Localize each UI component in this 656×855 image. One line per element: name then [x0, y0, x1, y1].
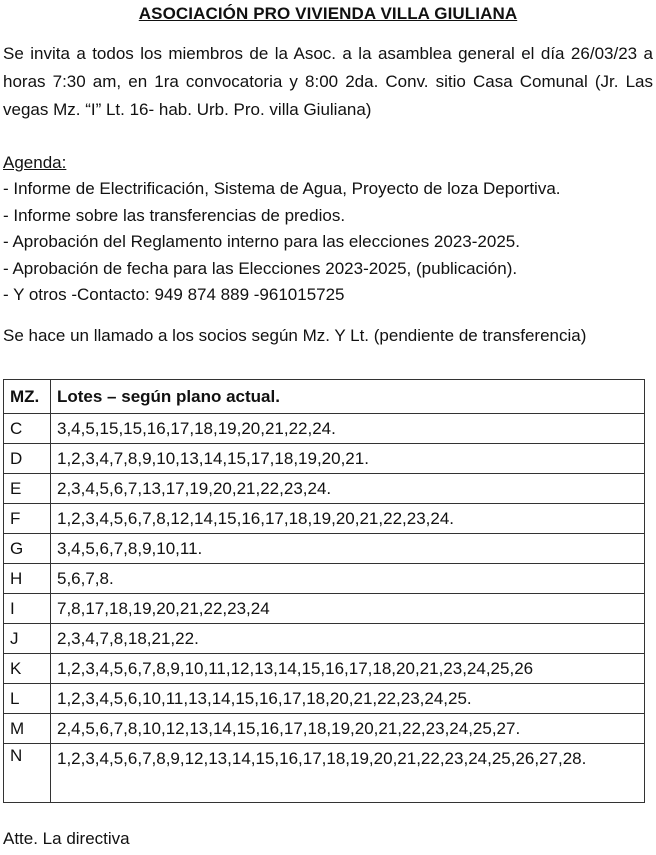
table-row [4, 564, 645, 594]
lots-cell: 2,3,4,7,8,18,21,22. [51, 624, 645, 654]
lots-table [3, 379, 645, 803]
mz-cell: K [4, 654, 51, 684]
lots-cell: 1,2,3,4,5,6,7,8,9,10,11,12,13,14,15,16,17,18,20,21,23,24,25,26 [51, 654, 645, 684]
table-row [4, 414, 645, 444]
invitation-paragraph: Se invita a todos los miembros de la Asoc. a la asamblea general el día 26/03/23 a horas 7:30 am, en 1ra convocatoria y 8:00 2da. Conv. sitio Casa Comunal (Jr. Las vegas Mz. “I” Lt. 16- hab. Urb. Pro. villa Giuliana) [3, 44, 653, 119]
lots-cell: 1,2,3,4,7,8,9,10,13,14,15,17,18,19,20,21. [51, 444, 645, 474]
agenda-heading: Agenda: [3, 153, 67, 172]
lots-cell: 3,4,5,15,15,16,17,18,19,20,21,22,24. [51, 414, 645, 444]
mz-cell: M [4, 714, 51, 744]
agenda-item: - Y otros -Contacto: 949 874 889 -961015725 [3, 285, 345, 305]
agenda-item: - Aprobación de fecha para las Elecciones 2023-2025, (publicación). [3, 258, 518, 278]
table-row [4, 474, 645, 504]
table-row [4, 744, 645, 803]
column-header-lotes: Lotes – según plano actual. [51, 380, 645, 414]
mz-cell: C [4, 414, 51, 444]
mz-cell: G [4, 534, 51, 564]
table-row [4, 444, 645, 474]
mz-cell: E [4, 474, 51, 504]
mz-cell: F [4, 504, 51, 534]
mz-cell: L [4, 684, 51, 714]
lots-cell: 1,2,3,4,5,6,10,11,13,14,15,16,17,18,20,21,22,23,24,25. [51, 684, 645, 714]
agenda-item: - Informe de Electrificación, Sistema de Agua, Proyecto de loza Deportiva. [3, 179, 561, 199]
table-row [4, 534, 645, 564]
mz-cell: D [4, 444, 51, 474]
table-row [4, 684, 645, 714]
lots-cell: 3,4,5,6,7,8,9,10,11. [51, 534, 645, 564]
mz-cell: J [4, 624, 51, 654]
lots-cell: 1,2,3,4,5,6,7,8,9,12,13,14,15,16,17,18,19,20,21,22,23,24,25,26,27,28. [51, 744, 645, 803]
table-row [4, 714, 645, 744]
table-row [4, 504, 645, 534]
column-header-mz: MZ. [4, 380, 51, 414]
table-row [4, 594, 645, 624]
document-title: ASOCIACIÓN PRO VIVIENDA VILLA GIULIANA [138, 4, 518, 23]
table-header-row [4, 380, 645, 414]
mz-cell: N [4, 744, 51, 803]
lots-cell: 2,3,4,5,6,7,13,17,19,20,21,22,23,24. [51, 474, 645, 504]
signature-line: Atte. La directiva [3, 829, 130, 848]
agenda-item: - Aprobación del Reglamento interno para las elecciones 2023-2025. [3, 232, 520, 252]
mz-cell: I [4, 594, 51, 624]
table-row [4, 624, 645, 654]
call-to-members: Se hace un llamado a los socios según Mz. Y Lt. (pendiente de transferencia) [3, 326, 587, 345]
table-row [4, 654, 645, 684]
mz-cell: H [4, 564, 51, 594]
lots-cell: 1,2,3,4,5,6,7,8,12,14,15,16,17,18,19,20,21,22,23,24. [51, 504, 645, 534]
agenda-item: - Informe sobre las transferencias de predios. [3, 205, 346, 225]
lots-cell: 5,6,7,8. [51, 564, 645, 594]
lots-cell: 7,8,17,18,19,20,21,22,23,24 [51, 594, 645, 624]
agenda-section [3, 150, 653, 308]
lots-cell: 2,4,5,6,7,8,10,12,13,14,15,16,17,18,19,20,21,22,23,24,25,27. [51, 714, 645, 744]
